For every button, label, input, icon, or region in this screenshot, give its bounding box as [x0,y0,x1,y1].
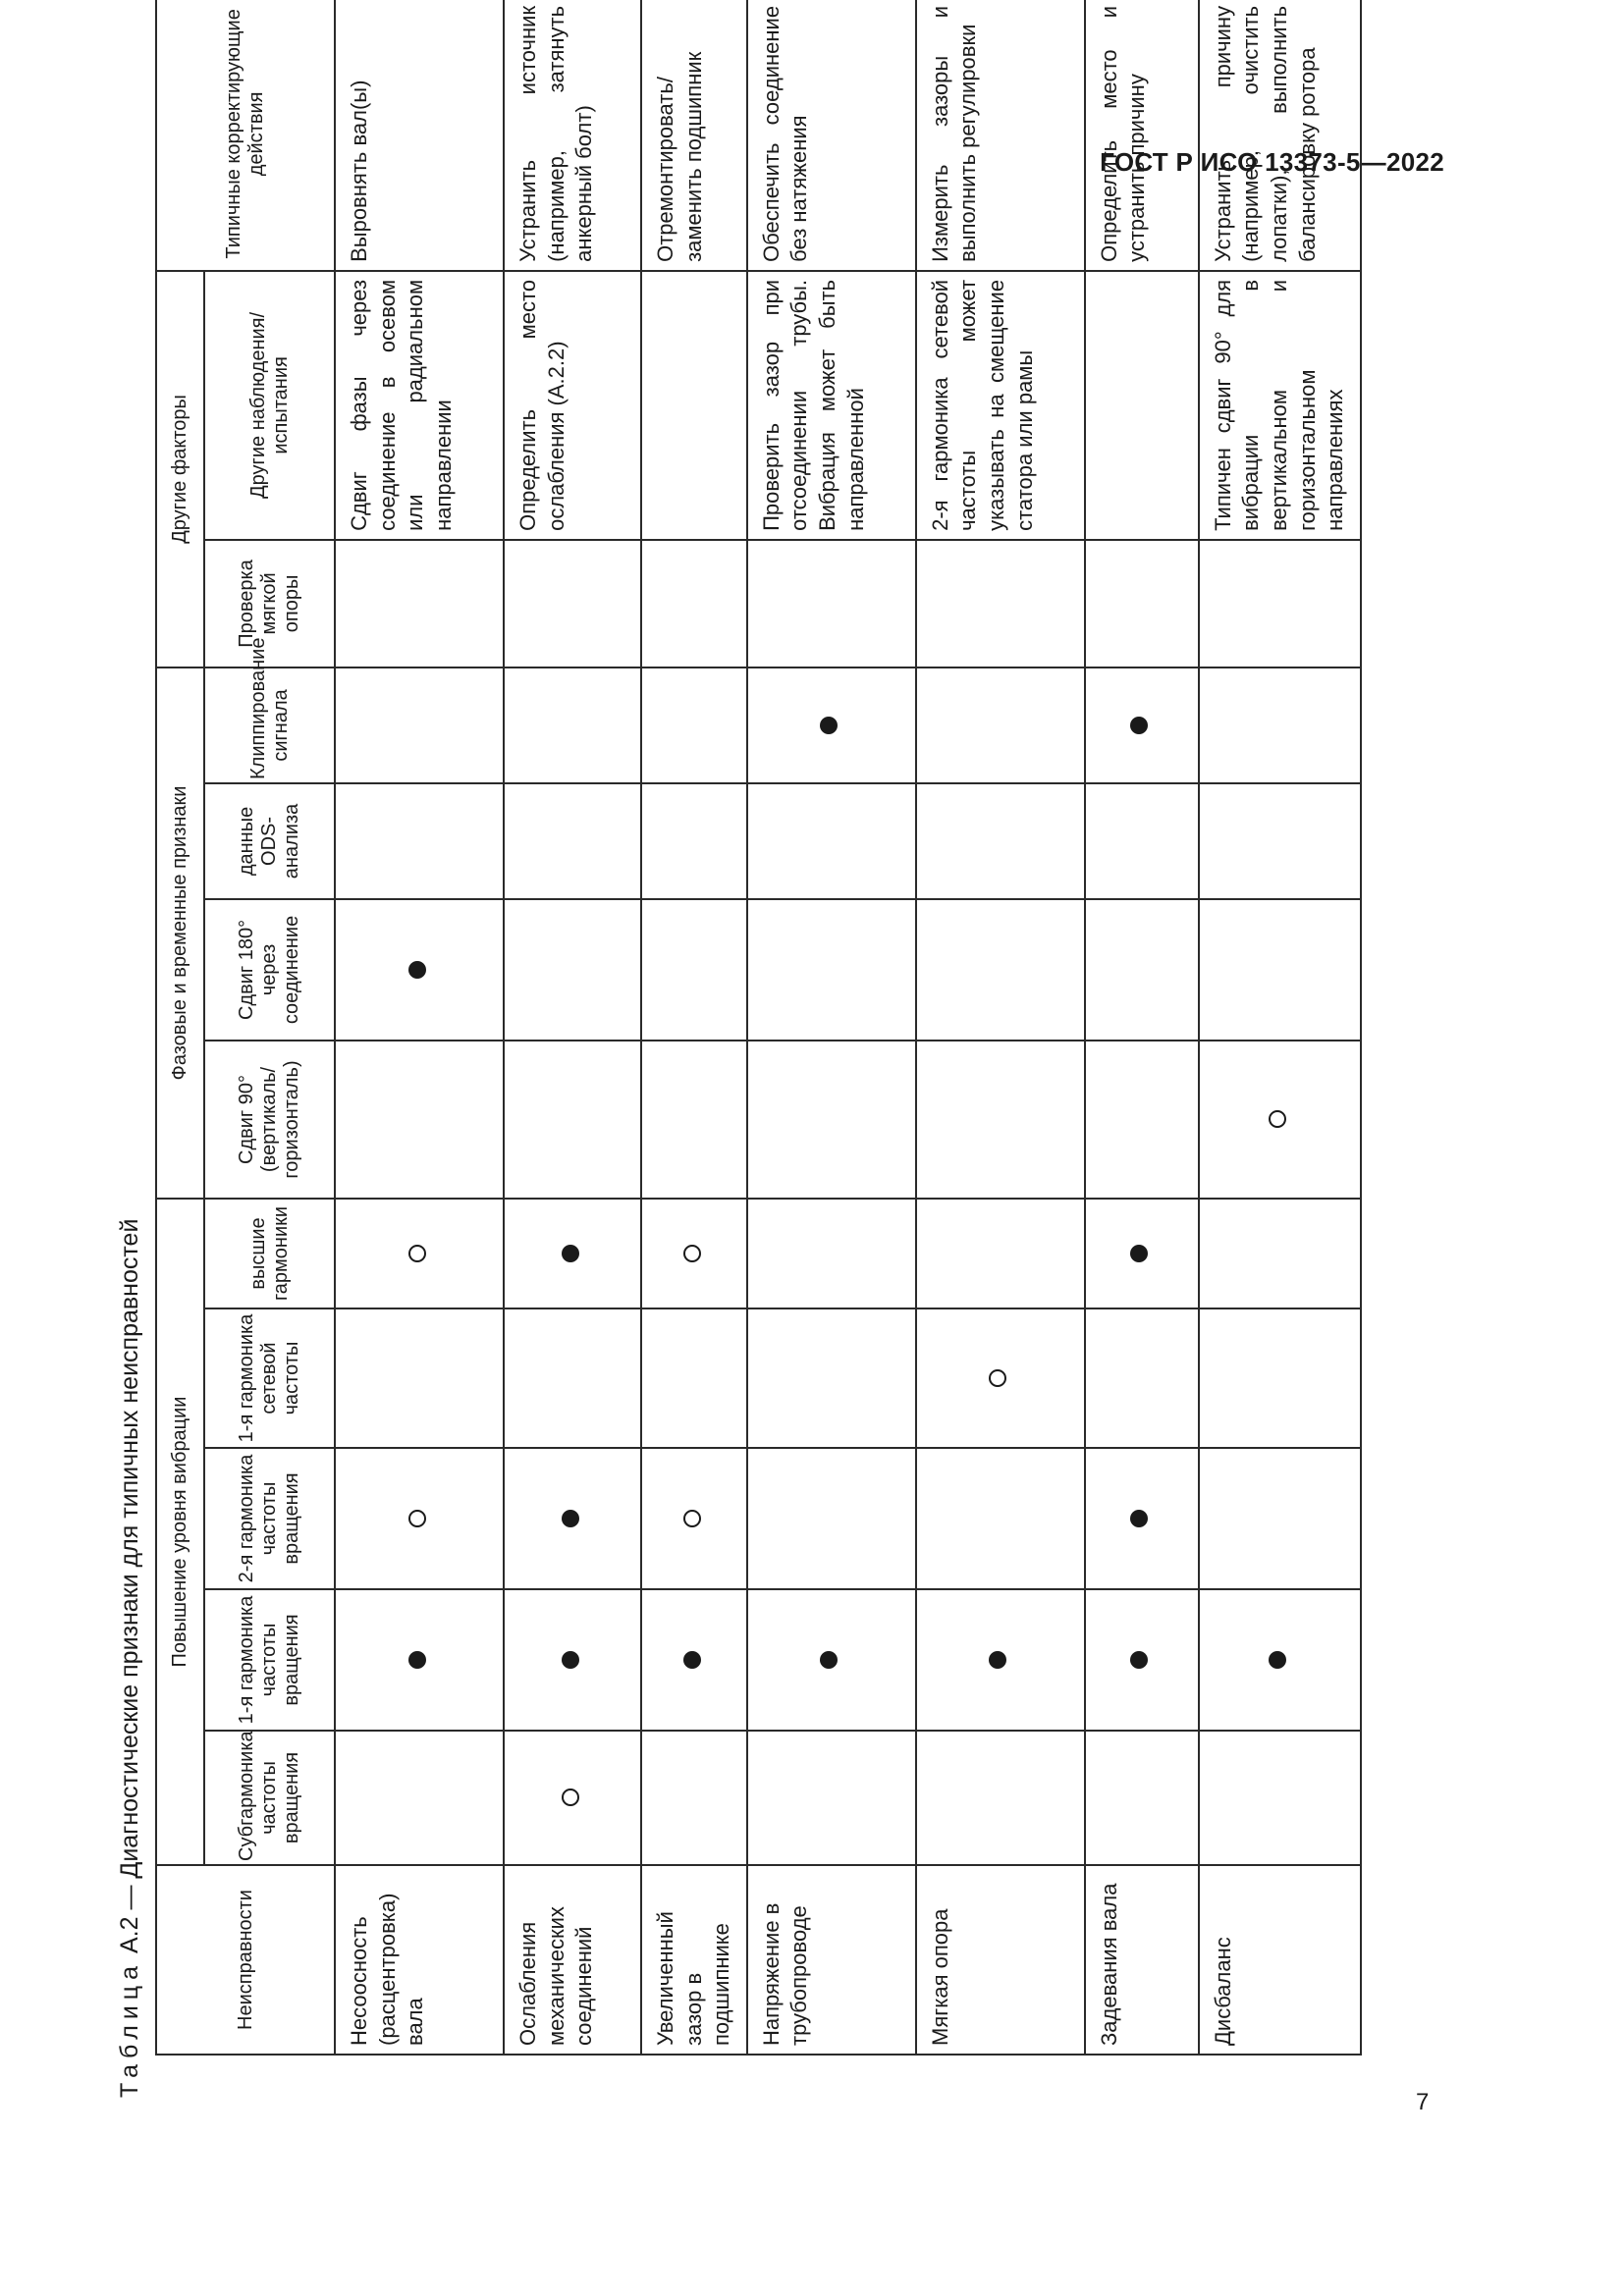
standard-header: ГОСТ Р ИСО 13373-5—2022 [1100,147,1444,177]
mark-cell-higher [747,1199,916,1308]
corrective-action-text: Отремонтировать/заменить подшипник [641,0,747,271]
table-row [335,0,504,2055]
header-actions: Типичные корректирующие действия [156,0,335,271]
mark-cell-net1 [504,1308,641,1448]
mark-cell-sub [504,1731,641,1865]
filled-circle-icon [989,1651,1006,1669]
mark-cell-sub [747,1731,916,1865]
header-net-harmonic-1: 1-я гармоника сетевой частоты [204,1308,335,1448]
fault-name: Напряжение в трубопроводе [747,1865,916,2055]
mark-cell-ods [916,783,1085,899]
mark-cell-h2 [747,1448,916,1589]
mark-cell-h1 [747,1589,916,1731]
mark-cell-sub [641,1731,747,1865]
mark-cell-higher [504,1199,641,1308]
header-other-observations: Другие наблюдения/ испытания [204,271,335,540]
mark-cell-net1 [641,1308,747,1448]
observation-text: Типичен сдвиг 90° для вибрации в вертикальном и горизонтальном направлениях [1199,271,1361,540]
filled-circle-icon [562,1245,579,1262]
mark-cell-h2 [335,1448,504,1589]
corrective-action-text: Выровнять вал(ы) [335,0,504,271]
header-higher-harmonics: высшие гармоники [204,1199,335,1308]
mark-cell-higher [1085,1199,1199,1308]
mark-cell-clip [641,667,747,783]
mark-cell-higher [641,1199,747,1308]
mark-cell-h2 [641,1448,747,1589]
mark-cell-softfoot [641,540,747,667]
mark-cell-shift180 [641,899,747,1041]
mark-cell-clip [1085,667,1199,783]
mark-cell-h1 [335,1589,504,1731]
mark-cell-ods [1199,783,1361,899]
mark-cell-clip [747,667,916,783]
mark-cell-shift180 [504,899,641,1041]
open-circle-icon [408,1245,426,1262]
open-circle-icon [989,1369,1006,1387]
corrective-action-text: Обеспечить соединение без натяжения [747,0,916,271]
mark-cell-higher [335,1199,504,1308]
mark-cell-clip [335,667,504,783]
filled-circle-icon [820,717,838,734]
header-harmonic-1: 1-я гармоника частоты вращения [204,1589,335,1731]
table-row [1085,0,1199,2055]
open-circle-icon [683,1510,701,1527]
mark-cell-net1 [1199,1308,1361,1448]
table-row [747,0,916,2055]
mark-cell-h1 [916,1589,1085,1731]
mark-cell-h1 [504,1589,641,1731]
mark-cell-h1 [1085,1589,1199,1731]
mark-cell-clip [504,667,641,783]
header-signal-clipping: Клиппирование сигнала [204,667,335,783]
mark-cell-sub [1085,1731,1199,1865]
mark-cell-softfoot [504,540,641,667]
mark-cell-sub [335,1731,504,1865]
observation-text: Определить место ослабления (А.2.2) [504,271,641,540]
mark-cell-shift90 [747,1041,916,1199]
filled-circle-icon [1130,717,1148,734]
open-circle-icon [408,1510,426,1527]
mark-cell-shift180 [335,899,504,1041]
header-phase-group: Фазовые и временные признаки [156,667,204,1199]
mark-cell-net1 [335,1308,504,1448]
table-row [504,0,641,2055]
diagnostic-table [155,0,1362,2056]
fault-name: Мягкая опора [916,1865,1085,2055]
mark-cell-net1 [747,1308,916,1448]
observation-text: Сдвиг фазы через соединение в осевом или радиальном направлении [335,271,504,540]
fault-name: Задевания вала [1085,1865,1199,2055]
mark-cell-net1 [916,1308,1085,1448]
corrective-action-text: Определить место и устранить причину [1085,0,1199,271]
header-harmonic-2: 2-я гармоника частоты вращения [204,1448,335,1589]
fault-name: Увеличенный зазор в подшипнике [641,1865,747,2055]
mark-cell-shift90 [504,1041,641,1199]
mark-cell-shift90 [1199,1041,1361,1199]
fault-name: Несоосность (расцентровка) вала [335,1865,504,2055]
mark-cell-softfoot [1199,540,1361,667]
mark-cell-shift180 [1085,899,1199,1041]
mark-cell-h2 [1085,1448,1199,1589]
mark-cell-higher [1199,1199,1361,1308]
fault-name: Дисбаланс [1199,1865,1361,2055]
header-subharmonic: Субгармоника частоты вращения [204,1731,335,1865]
mark-cell-higher [916,1199,1085,1308]
header-fault: Неисправности [156,1865,335,2055]
table-caption [116,1219,144,2098]
mark-cell-softfoot [335,540,504,667]
mark-cell-shift90 [335,1041,504,1199]
mark-cell-shift180 [747,899,916,1041]
filled-circle-icon [408,961,426,979]
observation-text: Проверить зазор при отсоединении трубы. Вибрация может быть направленной [747,271,916,540]
mark-cell-ods [641,783,747,899]
table-row [916,0,1085,2055]
table-row [641,0,747,2055]
mark-cell-h1 [641,1589,747,1731]
filled-circle-icon [820,1651,838,1669]
fault-name: Ослабления механических соединений [504,1865,641,2055]
observation-text [641,271,747,540]
mark-cell-shift90 [916,1041,1085,1199]
open-circle-icon [562,1789,579,1807]
mark-cell-h1 [1199,1589,1361,1731]
header-other-group: Другие факторы [156,271,204,667]
mark-cell-net1 [1085,1308,1199,1448]
filled-circle-icon [562,1651,579,1669]
mark-cell-ods [335,783,504,899]
mark-cell-ods [504,783,641,899]
header-soft-foot-check: Проверка мягкой опоры [204,540,335,667]
mark-cell-clip [916,667,1085,783]
mark-cell-softfoot [1085,540,1199,667]
page-number: 7 [1416,2089,1430,2115]
mark-cell-h2 [916,1448,1085,1589]
header-shift-180: Сдвиг 180° через соединение [204,899,335,1041]
filled-circle-icon [1130,1245,1148,1262]
observation-text: 2-я гармоника сетевой частоты может указывать на смещение статора или рамы [916,271,1085,540]
mark-cell-h2 [1199,1448,1361,1589]
filled-circle-icon [1130,1510,1148,1527]
filled-circle-icon [408,1651,426,1669]
filled-circle-icon [1130,1651,1148,1669]
table-row [1199,0,1361,2055]
observation-text [1085,271,1199,540]
corrective-action-text: Устранить причину (например, очистить лопатки), выполнить балансировку ротора [1199,0,1361,271]
mark-cell-shift180 [1199,899,1361,1041]
header-vibration-group: Повышение уровня вибрации [156,1199,204,1865]
open-circle-icon [683,1245,701,1262]
mark-cell-sub [916,1731,1085,1865]
mark-cell-ods [1085,783,1199,899]
mark-cell-shift90 [1085,1041,1199,1199]
mark-cell-ods [747,783,916,899]
mark-cell-softfoot [747,540,916,667]
mark-cell-shift180 [916,899,1085,1041]
mark-cell-softfoot [916,540,1085,667]
filled-circle-icon [562,1510,579,1527]
mark-cell-clip [1199,667,1361,783]
caption-prefix: Таблица [116,1959,143,2098]
table-body [335,0,1361,2055]
header-shift-90: Сдвиг 90° (вертикаль/ горизонталь) [204,1041,335,1199]
filled-circle-icon [1269,1651,1286,1669]
corrective-action-text: Устранить источник (например, затянуть анкерный болт) [504,0,641,271]
mark-cell-sub [1199,1731,1361,1865]
mark-cell-shift90 [641,1041,747,1199]
corrective-action-text: Измерить зазоры и выполнить регулировки [916,0,1085,271]
filled-circle-icon [683,1651,701,1669]
open-circle-icon [1269,1110,1286,1128]
caption-text: А.2 — Диагностические признаки для типичных неисправностей [116,1218,143,1954]
mark-cell-h2 [504,1448,641,1589]
header-ods-data: данные ODS-анализа [204,783,335,899]
